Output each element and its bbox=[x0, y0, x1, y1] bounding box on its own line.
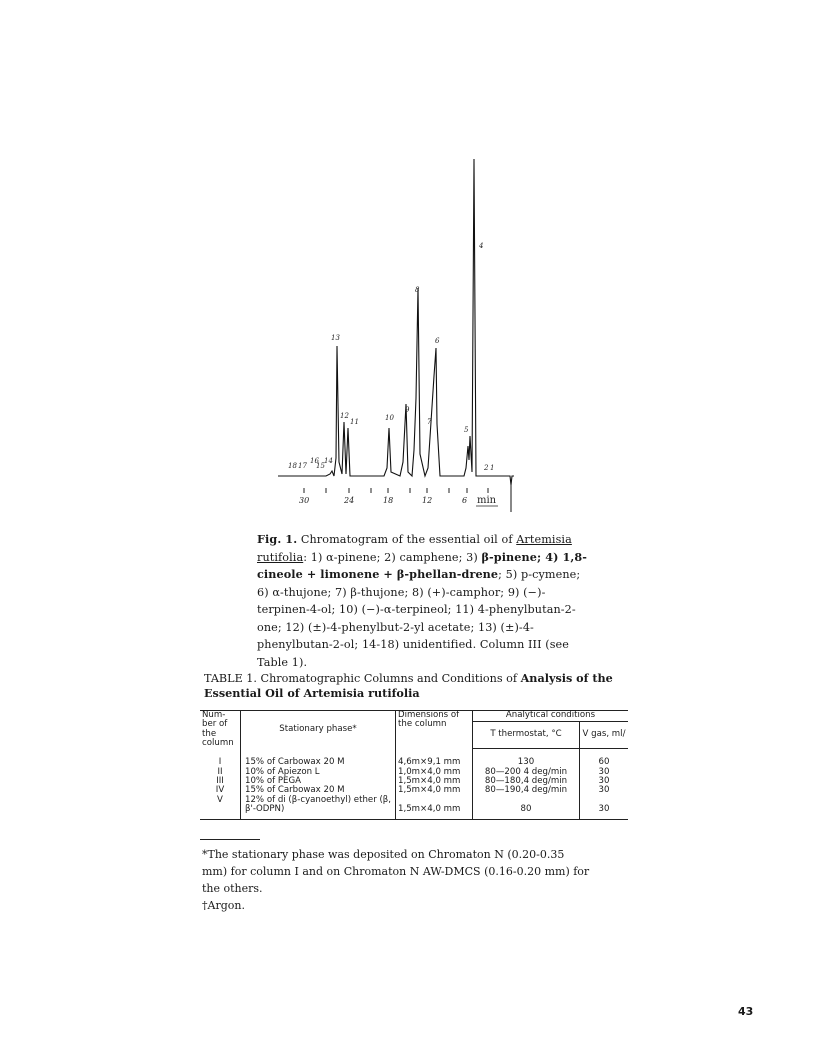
cell-vgas: 60 bbox=[580, 749, 629, 768]
peak-label-7: 7 bbox=[427, 418, 432, 426]
cell-dim: 1,5m×4,0 mm bbox=[396, 796, 473, 819]
axis-tick-18: 18 bbox=[383, 496, 394, 505]
cell-phase: 12% of di (β-cyanoethyl) ether (β, β'-ODPN) bbox=[241, 796, 396, 819]
footnote-star: *The stationary phase was deposited on Chromaton N (0.20-0.35 mm) for column I and on Chromaton N AW-DMCS (0.16-0.20 mm) for the others. bbox=[202, 848, 590, 895]
cell-num: II bbox=[217, 766, 223, 777]
peak-label-12: 12 bbox=[340, 412, 349, 420]
footnote-divider bbox=[200, 839, 260, 840]
cell-num: III bbox=[216, 775, 224, 786]
header-analytical: Analytical conditions bbox=[473, 711, 629, 722]
figure-label: Fig. 1. bbox=[257, 532, 298, 546]
header-dimensions: Dimensions of the column bbox=[396, 711, 473, 749]
cell-temp: 80—190,4 deg/min bbox=[473, 786, 580, 795]
cell-temp: 80—180,4 deg/min bbox=[473, 777, 580, 786]
peak-label-5: 5 bbox=[464, 426, 469, 434]
footnote-dagger: †Argon. bbox=[202, 899, 245, 912]
table-caption bbox=[204, 671, 624, 701]
peak-label-2: 2 bbox=[484, 464, 489, 472]
axis-tick-30: 30 bbox=[299, 496, 310, 505]
cell-phase: 10% of Apiezon L bbox=[241, 768, 396, 777]
peak-label-14: 14 bbox=[324, 457, 333, 465]
peak-label-17: 17 bbox=[298, 462, 307, 470]
figure-caption bbox=[257, 531, 589, 671]
caption-text-1: Chromatogram of the essential oil of bbox=[300, 533, 517, 546]
cell-vgas: 30 bbox=[580, 796, 629, 819]
time-axis-ticks bbox=[304, 488, 488, 493]
header-vgas: V gas, ml/ bbox=[580, 722, 629, 749]
cell-phase: 15% of Carbowax 20 M bbox=[241, 786, 396, 795]
cell-dim: 1,5m×4,0 mm bbox=[396, 777, 473, 786]
columns-table bbox=[200, 710, 628, 820]
cell-vgas: 30 bbox=[580, 768, 629, 777]
cell-vgas: 30 bbox=[580, 777, 629, 786]
footnotes bbox=[202, 846, 592, 914]
cell-num: V bbox=[200, 796, 241, 819]
peak-label-6: 6 bbox=[435, 337, 440, 345]
time-axis-labels bbox=[299, 495, 498, 506]
peak-label-16: 16 bbox=[310, 457, 319, 465]
table-row bbox=[200, 796, 628, 819]
page-number: 43 bbox=[738, 1005, 754, 1018]
peak-label-15: 15 bbox=[316, 462, 325, 470]
peak-label-13: 13 bbox=[331, 334, 340, 342]
peak-label-18: 18 bbox=[288, 462, 297, 470]
table-caption-lead: TABLE 1. Chromatographic Columns and Conditions of bbox=[204, 672, 518, 685]
caption-text-2: : 1) α-pinene; 2) camphene; 3) bbox=[303, 550, 482, 564]
peak-label-1: 1 bbox=[490, 464, 495, 472]
table-row bbox=[200, 749, 628, 768]
table-caption-bold: Analysis of the Essential Oil of Artemisia rutifolia bbox=[204, 671, 613, 700]
cell-dim: 1,0m×4,0 mm bbox=[396, 768, 473, 777]
caption-text-3: ; 5) p-cymene; 6) α-thujone; 7) β-thujone; 8) (+)-camphor; 9) (−)-terpinen-4-ol; 10) (−)-α-terpineol; 11) 4-phenylbutan-2-one; 12) (±)-4-phenylbut-2-yl acetate; 13) (±)-4-phenylbutan-2-ol; 14-18) unidentified. Column III (see Table 1). bbox=[257, 568, 581, 669]
header-phase: Stationary phase* bbox=[241, 711, 396, 749]
header-number: Num-ber of the column bbox=[200, 711, 241, 749]
peak-label-11: 11 bbox=[350, 418, 359, 426]
chromatogram-figure bbox=[270, 150, 530, 520]
cell-num: I bbox=[218, 756, 222, 767]
cell-dim: 4,6m×9,1 mm bbox=[396, 749, 473, 768]
caption-genus: Artemisia bbox=[516, 533, 572, 546]
cell-num: IV bbox=[215, 785, 225, 796]
peak-label-8: 8 bbox=[415, 286, 420, 294]
axis-unit-label: min bbox=[477, 495, 497, 506]
cell-vgas: 30 bbox=[580, 786, 629, 795]
cell-temp: 80 bbox=[473, 796, 580, 819]
caption-bold-compounds: β-pinene; 4) 1,8-cineole + limonene + β-phellan-drene bbox=[257, 549, 587, 581]
peak-label-4: 4 bbox=[479, 242, 484, 250]
peak-labels bbox=[288, 242, 494, 472]
cell-phase: 15% of Carbowax 20 M bbox=[241, 749, 396, 768]
cell-temp: 130 bbox=[473, 749, 580, 768]
cell-phase: 10% of PEGA bbox=[241, 777, 396, 786]
header-temp: T thermostat, °C bbox=[473, 722, 580, 749]
peak-label-9: 9 bbox=[405, 406, 410, 414]
caption-species: rutifolia bbox=[257, 550, 304, 564]
cell-temp: 80—200 4 deg/min bbox=[473, 768, 580, 777]
peak-label-10: 10 bbox=[385, 414, 394, 422]
cell-dim: 1,5m×4,0 mm bbox=[396, 786, 473, 795]
axis-tick-24: 24 bbox=[344, 496, 355, 505]
axis-tick-12: 12 bbox=[422, 496, 433, 505]
axis-tick-6: 6 bbox=[462, 496, 468, 505]
